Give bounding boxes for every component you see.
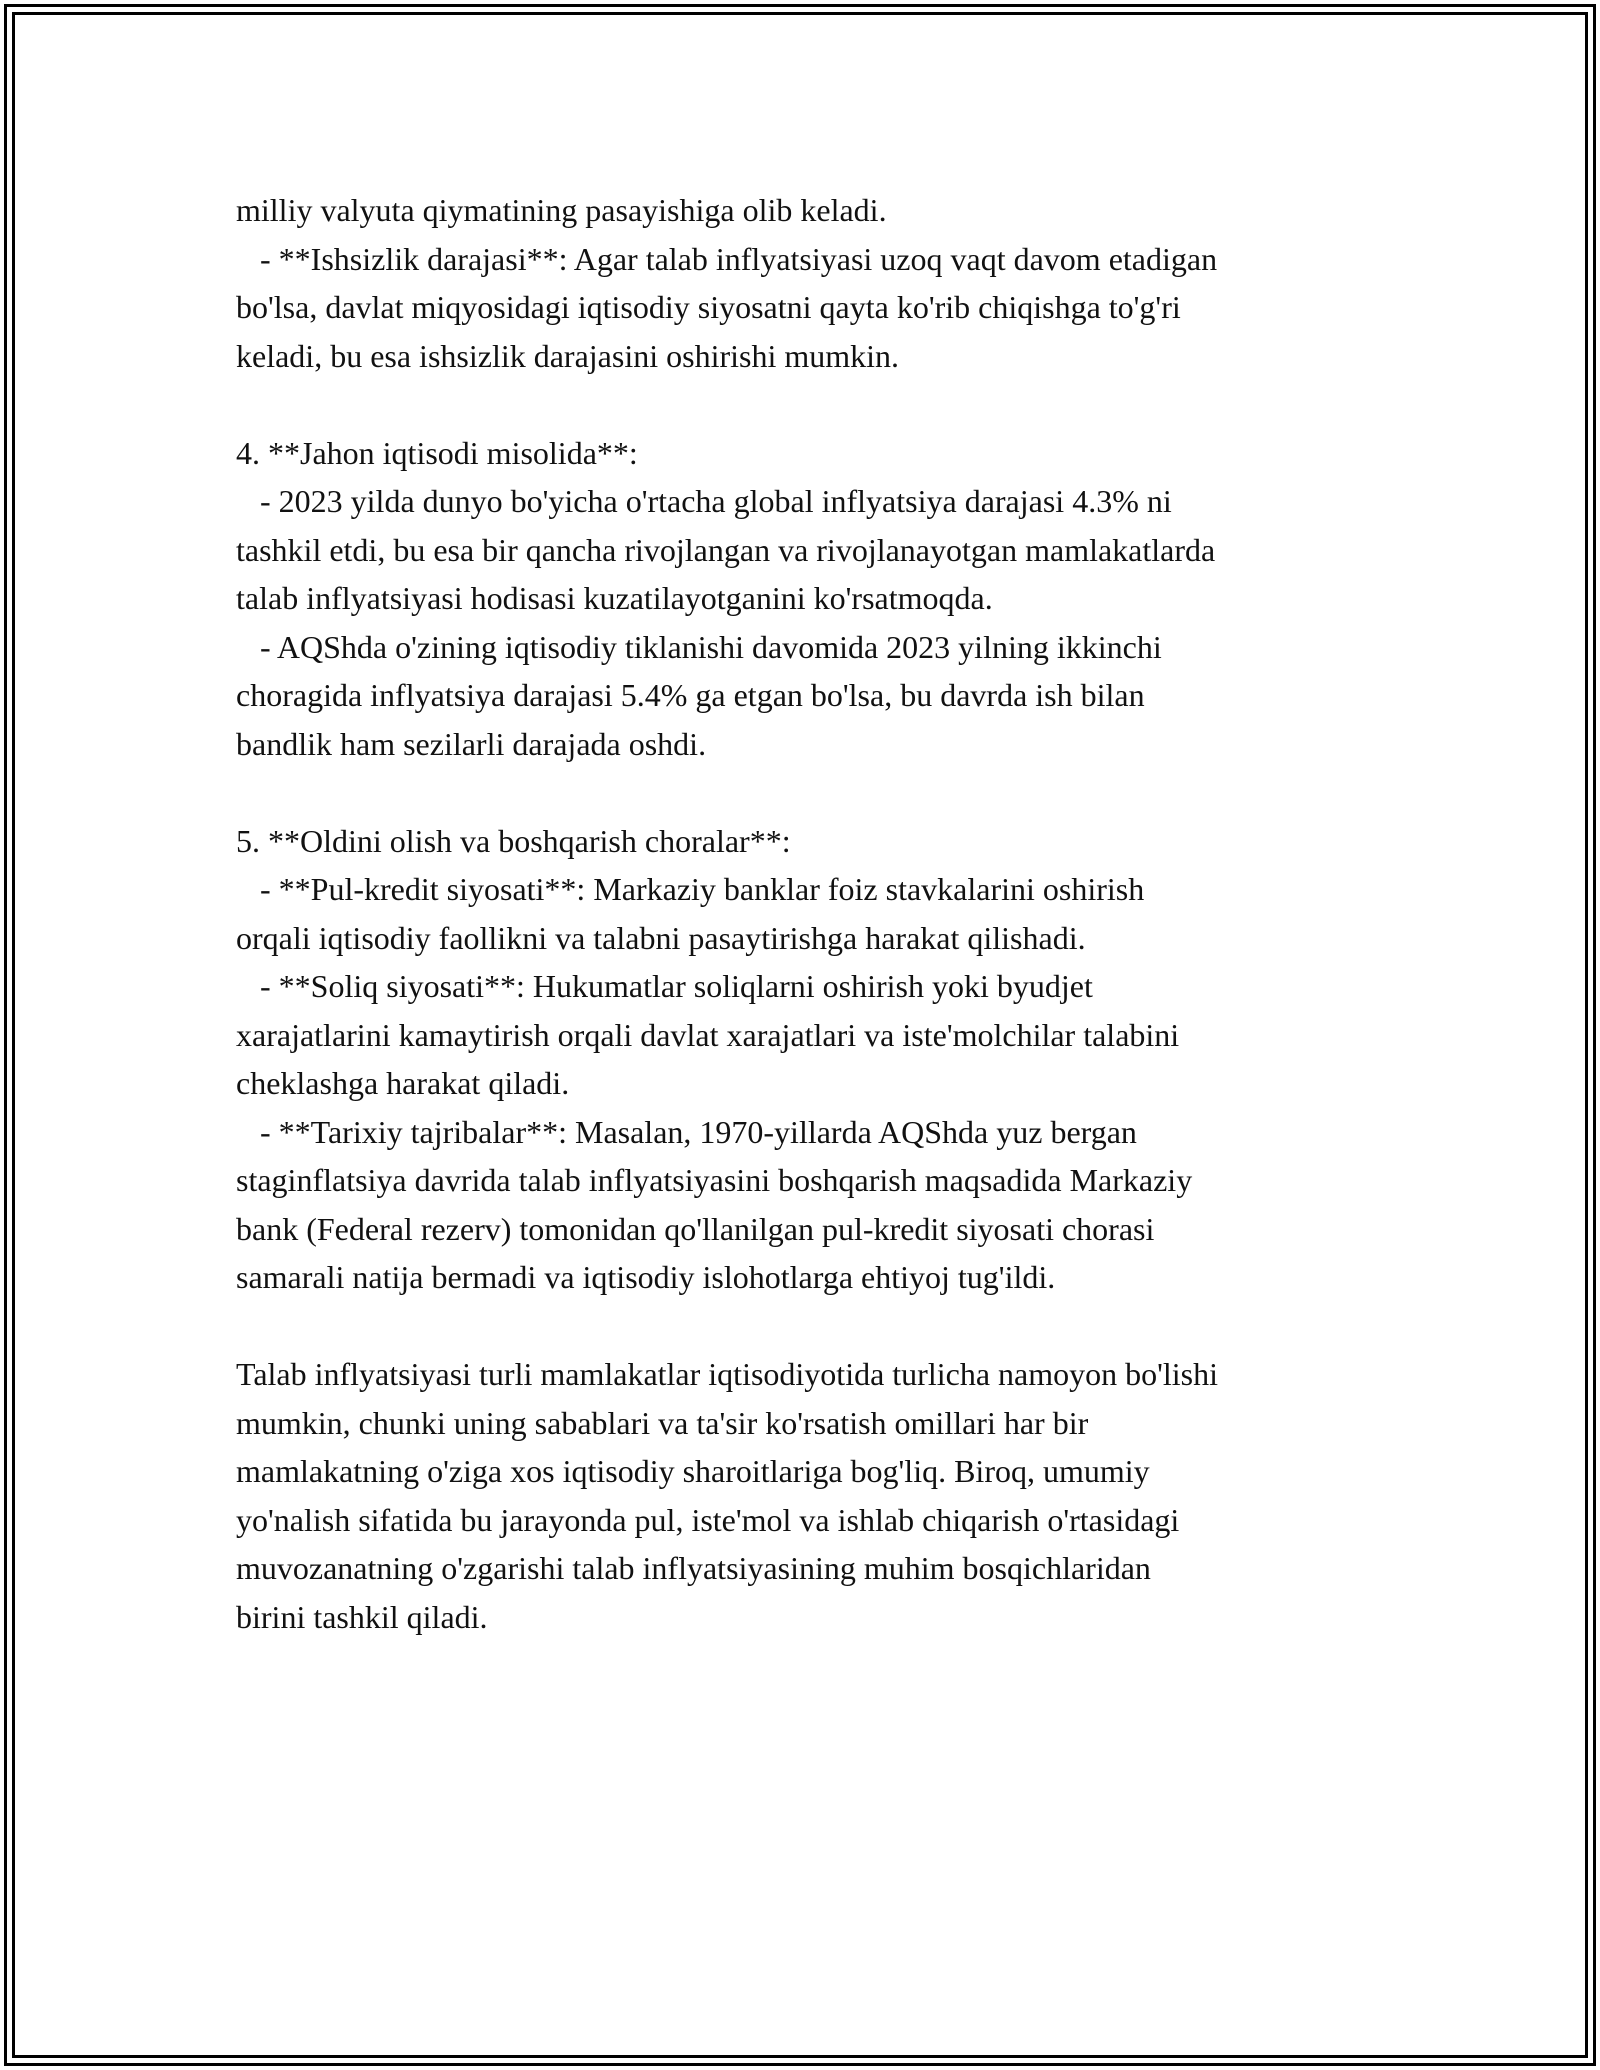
- text-line: - 2023 yilda dunyo bo'yicha o'rtacha global inflyatsiya darajasi 4.3% ni: [236, 483, 1172, 519]
- paragraph-gap: [236, 1302, 1386, 1351]
- text-line: choragida inflyatsiya darajasi 5.4% ga etgan bo'lsa, bu davrda ish bilan: [236, 677, 1145, 713]
- text-line: Talab inflyatsiyasi turli mamlakatlar iqtisodiyotida turlicha namoyon bo'lishi: [236, 1356, 1218, 1392]
- text-line: orqali iqtisodiy faollikni va talabni pasaytirishga harakat qilishadi.: [236, 919, 1086, 956]
- text-line: cheklashga harakat qiladi.: [236, 1065, 570, 1101]
- paragraph-gap: [236, 768, 1386, 817]
- text-line: xarajatlarini kamaytirish orqali davlat xarajatlari va iste'molchilar talabini: [236, 1016, 1180, 1053]
- text-line: - AQShda o'zining iqtisodiy tiklanishi davomida 2023 yilning ikkinchi: [236, 628, 1162, 665]
- text-line: mamlakatning o'ziga xos iqtisodiy sharoitlariga bog'liq. Biroq, umumiy: [236, 1453, 1150, 1489]
- text-line: muvozanatning o'zgarishi talab inflyatsiyasining muhim bosqichlaridan: [236, 1550, 1151, 1586]
- text-line: - **Soliq siyosati**: Hukumatlar soliqlarni oshirish yoki byudjet: [236, 968, 1093, 1004]
- text-line: milliy valyuta qiymatining pasayishiga olib keladi.: [236, 192, 887, 228]
- text-line: tashkil etdi, bu esa bir qancha rivojlangan va rivojlanayotgan mamlakatlarda: [236, 531, 1216, 568]
- text-line: staginflatsiya davrida talab inflyatsiyasini boshqarish maqsadida Markaziy: [236, 1162, 1193, 1198]
- text-line: - **Ishsizlik darajasi**: Agar talab inflyatsiyasi uzoq vaqt davom etadigan: [236, 240, 1218, 277]
- text-line: bank (Federal rezerv) tomonidan qo'llanilgan pul-kredit siyosati chorasi: [236, 1210, 1155, 1247]
- text-line: birini tashkil qiladi.: [236, 1598, 488, 1635]
- section-heading: 5. **Oldini olish va boshqarish choralar**:: [236, 822, 791, 859]
- text-line: - **Tarixiy tajribalar**: Masalan, 1970-yillarda AQShda yuz bergan: [236, 1113, 1137, 1150]
- text-line: talab inflyatsiyasi hodisasi kuzatilayotganini ko'rsatmoqda.: [236, 580, 993, 616]
- text-line: bandlik ham sezilarli darajada oshdi.: [236, 725, 707, 762]
- paragraph-gap: [236, 380, 1386, 429]
- text-line: bo'lsa, davlat miqyosidagi iqtisodiy siyosatni qayta ko'rib chiqishga to'g'ri: [236, 289, 1181, 325]
- text-line: yo'nalish sifatida bu jarayonda pul, iste'mol va ishlab chiqarish o'rtasidagi: [236, 1501, 1180, 1538]
- section-heading: 4. **Jahon iqtisodi misolida**:: [236, 434, 638, 471]
- document-body: [236, 186, 1386, 1641]
- text-line: keladi, bu esa ishsizlik darajasini oshirishi mumkin.: [236, 337, 900, 374]
- text-line: - **Pul-kredit siyosati**: Markaziy banklar foiz stavkalarini oshirish: [236, 871, 1145, 907]
- text-line: samarali natija bermadi va iqtisodiy islohotlarga ehtiyoj tug'ildi.: [236, 1259, 1056, 1295]
- text-line: mumkin, chunki uning sabablari va ta'sir ko'rsatish omillari har bir: [236, 1404, 1089, 1441]
